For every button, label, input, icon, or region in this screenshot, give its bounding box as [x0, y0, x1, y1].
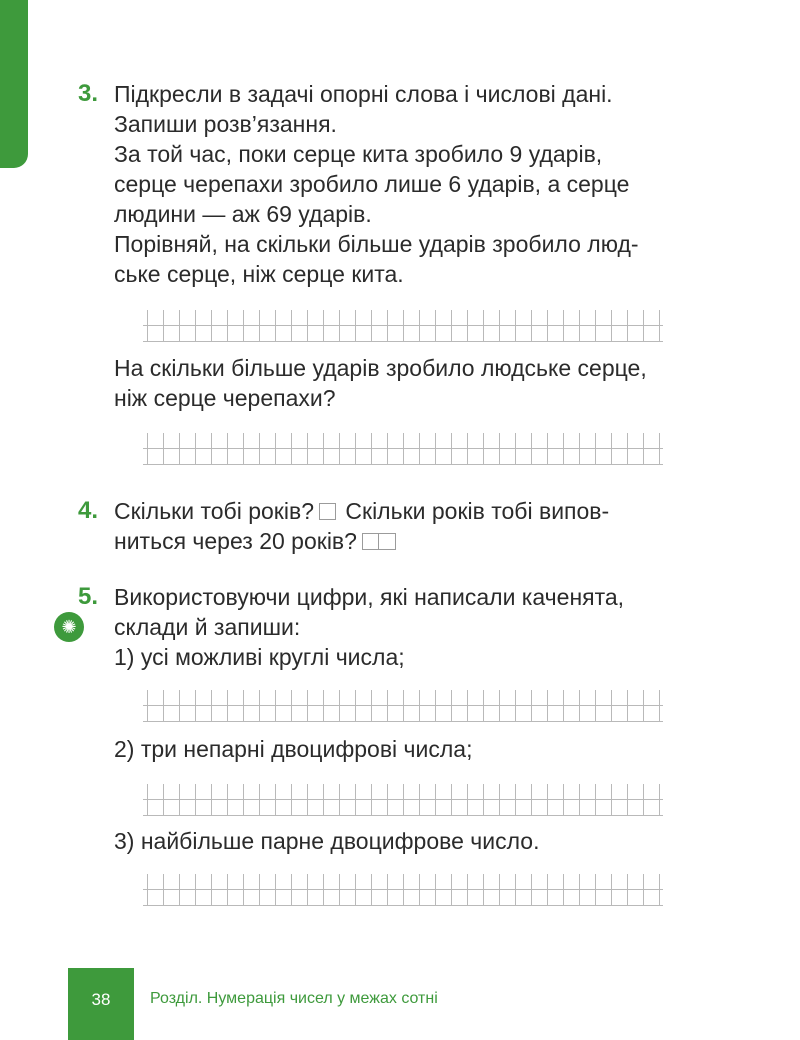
task-number: 4. — [78, 497, 99, 524]
task-5-item-2 — [78, 734, 758, 764]
answer-grid[interactable] — [143, 310, 663, 342]
answer-grid[interactable] — [143, 784, 663, 816]
question-future-age: Скільки років тобі випов- — [345, 498, 610, 524]
task-number: 5. — [78, 583, 99, 610]
task-text-line: На скільки більше ударів зробило людське серце, — [114, 355, 647, 381]
answer-box-double[interactable] — [362, 533, 396, 550]
task-text-line: склади й запиши: — [114, 614, 301, 640]
section-title: Розділ. Нумерація чисел у межах сотні — [150, 990, 438, 1007]
task-item: 2) три непарні двоцифрові числа; — [114, 736, 473, 762]
task-text-line: Порівняй, на скільки більше ударів зробило люд- — [114, 231, 639, 257]
task-4 — [78, 496, 758, 556]
task-item: 3) найбільше парне двоцифрове число. — [114, 828, 540, 854]
task-text-line — [114, 496, 758, 526]
page-number: 38 — [91, 990, 111, 1009]
task-text-line: Запиши розв’язання. — [114, 111, 337, 137]
answer-box[interactable] — [319, 503, 336, 520]
question-future-age-end: ниться через 20 років? — [114, 528, 357, 554]
footer-tab — [68, 968, 134, 1040]
question-age: Скільки тобі років? — [114, 498, 314, 524]
task-text-line: серце черепахи зробило лише 6 ударів, а серце — [114, 171, 630, 197]
task-text-line: ніж серце черепахи? — [114, 385, 336, 411]
task-text-line: Використовуючи цифри, які написали каченята, — [114, 584, 625, 610]
task-5-item-3 — [78, 826, 758, 856]
answer-grid[interactable] — [143, 874, 663, 906]
task-number: 3. — [78, 80, 99, 107]
lightbulb-icon: ✺ — [54, 612, 84, 642]
answer-grid[interactable] — [143, 690, 663, 722]
answer-grid[interactable] — [143, 433, 663, 465]
task-text-line: людини — аж 69 ударів. — [114, 201, 372, 227]
task-item: 1) усі можливі круглі числа; — [114, 644, 405, 670]
task-5 — [78, 582, 758, 672]
task-3 — [78, 79, 758, 289]
task-text-line: За той час, поки серце кита зробило 9 ударів, — [114, 141, 603, 167]
side-tab — [0, 0, 28, 168]
task-text-line: ське серце, ніж серце кита. — [114, 261, 404, 287]
task-text-line — [114, 526, 758, 556]
task-3-question — [78, 353, 758, 413]
task-text-line: Підкресли в задачі опорні слова і числові дані. — [114, 81, 613, 107]
